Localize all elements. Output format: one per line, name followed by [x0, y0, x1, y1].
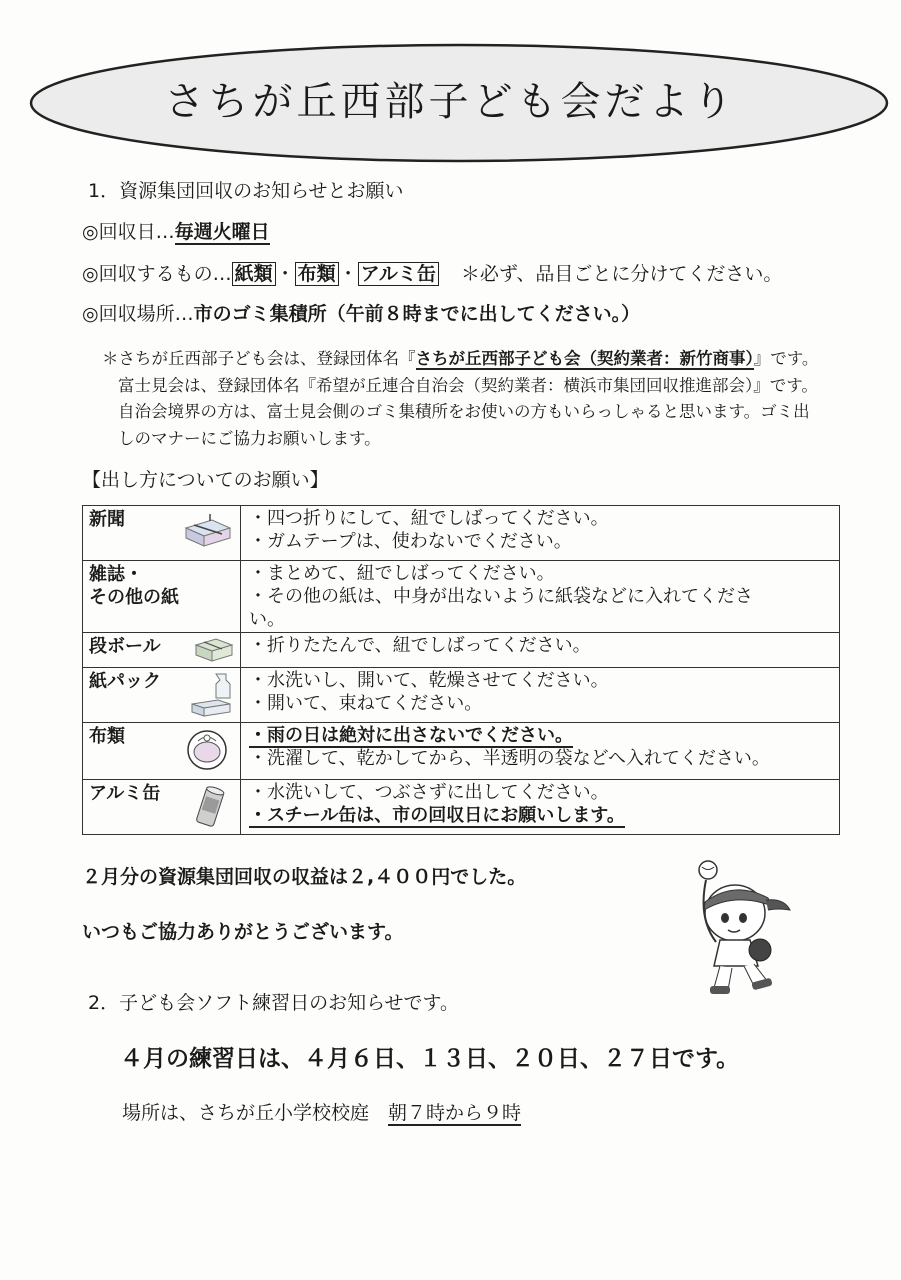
desc-line: ・洗濯して、乾かしてから、半透明の袋などへ入れてください。 — [249, 748, 770, 769]
item-cans: アルミ缶 — [358, 262, 439, 286]
cloth-bundle-icon — [184, 725, 230, 771]
section2-heading: 2．子ども会ソフト練習日のお知らせです。 — [88, 992, 459, 1014]
newspaper-bundle-icon — [182, 510, 234, 550]
softball-girl-mascot-icon — [680, 858, 795, 998]
practice-days: ４月の練習日は、４月６日、１３日、２０日、２７日です。 — [120, 1046, 740, 1072]
items-sep-2: ・ — [338, 263, 358, 285]
desc-line: ・開いて、束ねてください。 — [249, 693, 483, 714]
practice-time: 朝７時から９時 — [388, 1102, 522, 1124]
category-cell — [83, 780, 241, 835]
desc-line: ・水洗いして、つぶさずに出してください。 — [249, 782, 609, 803]
table-row — [83, 561, 840, 633]
category-newspaper: 新聞 — [89, 509, 125, 530]
note-line-3: 自治会境界の方は、富士見会側のゴミ集積所をお使いの方もいらっしゃると思います。ゴミ出 — [118, 402, 810, 421]
note1-bold: さちが丘西部子ども会（契約業者：新竹商事） — [415, 349, 754, 368]
desc-cell — [241, 633, 840, 668]
desc-line: ・その他の紙は、中身が出ないように紙袋などに入れてくださ — [249, 586, 753, 607]
desc-line: ・まとめて、紐でしばってください。 — [249, 563, 555, 584]
table-row — [83, 780, 840, 835]
revenue-text: ２月分の資源集団回収の収益は２,４００円でした。 — [82, 866, 527, 888]
category-cell — [83, 723, 241, 780]
category-cell: 雑誌・ その他の紙 — [83, 561, 241, 633]
desc-line: ・四つ折りにして、紐でしばってください。 — [249, 508, 609, 529]
note-line-4: しのマナーにご協力お願いします。 — [118, 429, 381, 448]
category-cell — [83, 633, 241, 668]
category-cell — [83, 668, 241, 723]
category-cell — [83, 506, 241, 561]
item-cloth: 布類 — [295, 262, 339, 286]
aluminum-can-icon — [190, 784, 230, 830]
note1-post: 』です。 — [753, 349, 819, 368]
desc-cell — [241, 506, 840, 561]
items-sep-1: ・ — [275, 263, 295, 285]
collection-day-value: 毎週火曜日 — [174, 221, 270, 243]
section1-heading: 1．資源集団回収のお知らせとお願い — [88, 180, 404, 202]
place-value: 市のゴミ集積所（午前８時までに出してください。） — [193, 303, 641, 325]
table-row — [83, 506, 840, 561]
thanks-text: いつもご協力ありがとうございます。 — [82, 921, 404, 943]
practice-place-label: 場所は、さちが丘小学校校庭 — [122, 1102, 389, 1124]
category-milk-carton: 紙パック — [89, 671, 161, 692]
cardboard-bundle-icon — [194, 635, 234, 663]
desc-line: ・ガムテープは、使わないでください。 — [249, 531, 572, 552]
guide-heading: 【出し方についてのお願い】 — [82, 469, 329, 491]
practice-place — [122, 1098, 521, 1125]
collection-place — [82, 299, 640, 326]
item-paper: 紙類 — [232, 262, 276, 286]
category-cardboard: 段ボール — [89, 636, 161, 657]
table-row — [83, 723, 840, 780]
page-title: さちが丘西部子ども会だより — [164, 79, 737, 125]
note1-pre: ＊さちが丘西部子ども会は、登録団体名『 — [102, 349, 416, 368]
items-label: ◎回収するもの… — [82, 263, 232, 285]
desc-cell — [241, 723, 840, 780]
desc-line: ・スチール缶は、市の回収日にお願いします。 — [249, 805, 625, 826]
desc-line: ・折りたたんで、紐でしばってください。 — [249, 635, 591, 656]
desc-line: ・雨の日は絶対に出さないでください。 — [249, 725, 573, 746]
place-label: ◎回収場所… — [82, 303, 194, 325]
desc-cell — [241, 561, 840, 633]
desc-line: ・水洗いし、開いて、乾燥させてください。 — [249, 670, 609, 691]
collection-day — [82, 217, 270, 244]
note-line-2: 富士見会は、登録団体名『希望が丘連合自治会（契約業者：横浜市集団回収推進部会）』です。 — [118, 376, 818, 395]
desc-line: い。 — [249, 609, 285, 630]
desc-cell — [241, 668, 840, 723]
guide-table — [82, 505, 840, 835]
table-row — [83, 633, 840, 668]
milk-carton-icon — [188, 672, 234, 718]
category-cloth: 布類 — [89, 726, 125, 747]
items-note: ＊必ず、品目ごとに分けてください。 — [460, 263, 783, 285]
category-aluminum-can: アルミ缶 — [89, 783, 161, 804]
table-row — [83, 668, 840, 723]
note-line-1 — [102, 345, 818, 369]
desc-cell — [241, 780, 840, 835]
collection-day-label: ◎回収日… — [82, 221, 175, 243]
collection-items — [82, 259, 782, 286]
